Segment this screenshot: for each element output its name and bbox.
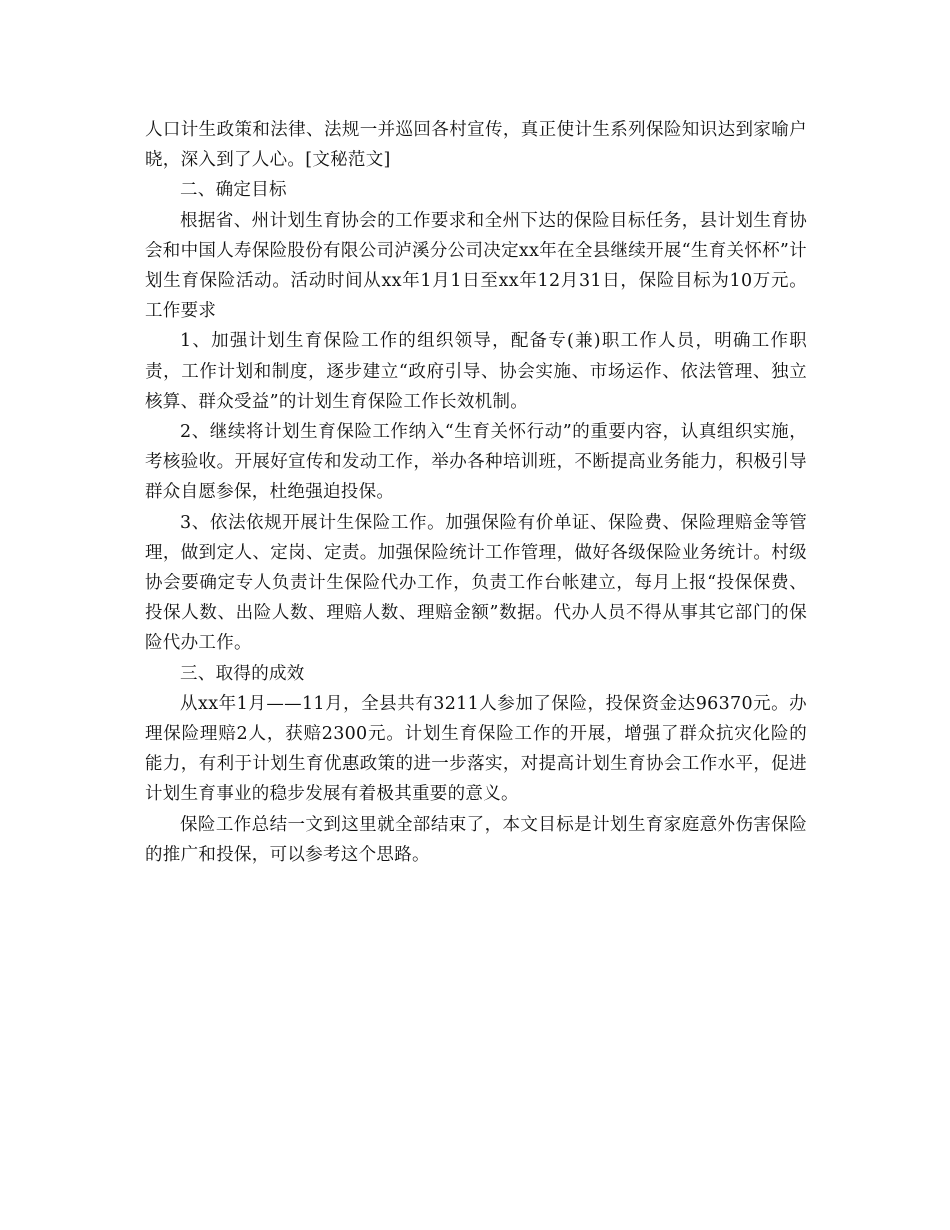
section-heading-goals: 二、确定目标 (180, 180, 287, 201)
paragraph-continuation: 人口计生政策和法律、法规一并巡回各村宣传，真正使计生系列保险知识达到家喻户晓，深入到了人心。[文秘范文] (145, 120, 807, 171)
paragraph-requirement-2: 2、继续将计划生育保险工作纳入“生育关怀行动”的重要内容，认真组织实施，考核验收。开展好宣传和发动工作，举办各种培训班，不断提高业务能力，积极引导群众自愿参保，杜绝强迫投保。 (145, 422, 807, 503)
section-heading-results: 三、取得的成效 (180, 663, 305, 684)
paragraph-requirement-3: 3、依法依规开展计生保险工作。加强保险有价单证、保险费、保险理赔金等管理，做到定人、定岗、定责。加强保险统计工作管理，做好各级保险业务统计。村级协会要确定专人负责计生保险代办工作，负责工作台帐建立，每月上报“投保保费、投保人数、出险人数、理赔人数、理赔金额”数据。代办人员不得从事其它部门的保险代办工作。 (145, 512, 807, 654)
paragraph-conclusion: 保险工作总结一文到这里就全部结束了，本文目标是计划生育家庭意外伤害保险的推广和投保，可以参考这个思路。 (145, 814, 807, 865)
document-body (145, 115, 807, 870)
paragraph-results: 从xx年1月——11月，全县共有3211人参加了保险，投保资金达96370元。办理保险理赔2人，获赔2300元。计划生育保险工作的开展，增强了群众抗灾化险的能力，有利于计划生育优惠政策的进一步落实，对提高计划生育协会工作水平，促进计划生育事业的稳步发展有着极其重要的意义。 (145, 693, 807, 805)
paragraph-goals: 根据省、州计划生育协会的工作要求和全州下达的保险目标任务，县计划生育协会和中国人寿保险股份有限公司泸溪分公司决定xx年在全县继续开展“生育关怀杯”计划生育保险活动。活动时间从xx年1月1日至xx年12月31日，保险目标为10万元。工作要求 (145, 210, 807, 322)
paragraph-requirement-1: 1、加强计划生育保险工作的组织领导，配备专(兼)职工作人员，明确工作职责，工作计划和制度，逐步建立“政府引导、协会实施、市场运作、依法管理、独立核算、群众受益”的计划生育保险工作长效机制。 (145, 331, 807, 412)
